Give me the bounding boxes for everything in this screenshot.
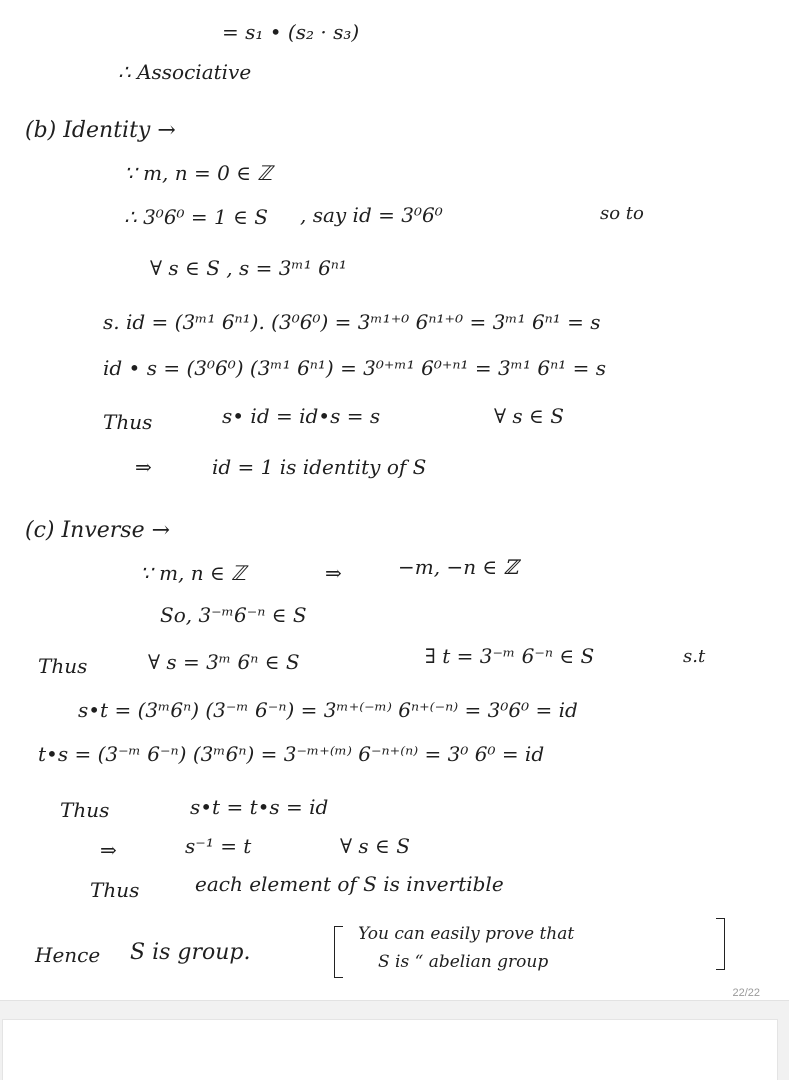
line-for-all-s-2: ∀ s = 3ᵐ 6ⁿ ∈ S (148, 650, 300, 674)
line-each-invertible: each element of S is invertible (195, 872, 504, 896)
page-indicator: 22/22 (732, 987, 760, 999)
line-neg-mn: −m, −n ∈ ℤ (398, 555, 519, 579)
line-for-all-s: ∀ s ∈ S , s = 3ᵐ¹ 6ⁿ¹ (150, 256, 347, 280)
note-prove-that: You can easily prove that (358, 924, 575, 944)
line-s-is-group: S is group. (130, 940, 251, 965)
line-hence: Hence (35, 943, 101, 967)
line-s-inverse: s⁻¹ = t (185, 834, 252, 858)
line-s-id: s. id = (3ᵐ¹ 6ⁿ¹). (3⁰6⁰) = 3ᵐ¹⁺⁰ 6ⁿ¹⁺⁰ = 3ᵐ¹ 6ⁿ¹ = s (103, 310, 601, 334)
line-thus-1: Thus (103, 410, 153, 434)
line-implies-3: ⇒ (100, 838, 117, 862)
line-mn-in-z: ∵ m, n ∈ ℤ (140, 561, 247, 585)
line-id-s: id • s = (3⁰6⁰) (3ᵐ¹ 6ⁿ¹) = 3⁰⁺ᵐ¹ 6⁰⁺ⁿ¹ = 3ᵐ¹ 6ⁿ¹ = s (103, 356, 606, 380)
line-exists-t: ∃ t = 3⁻ᵐ 6⁻ⁿ ∈ S (425, 644, 595, 668)
line-so-to: so to (600, 203, 644, 224)
line-for-all-1: ∀ s ∈ S (494, 404, 564, 428)
line-thus-2: Thus (38, 654, 88, 678)
note-abelian-group: S is “ abelian group (378, 952, 549, 972)
heading-identity: (b) Identity → (25, 118, 176, 143)
right-bracket (716, 918, 725, 970)
line-id-is-identity: id = 1 is identity of S (212, 455, 427, 479)
line-associative-result: = s₁ • (s₂ · s₃) (222, 20, 360, 44)
line-st-eq-ts: s•t = t•s = id (190, 795, 329, 819)
line-s-t: s•t = (3ᵐ6ⁿ) (3⁻ᵐ 6⁻ⁿ) = 3ᵐ⁺⁽⁻ᵐ⁾ 6ⁿ⁺⁽⁻ⁿ⁾ = 3⁰6⁰ = id (78, 698, 578, 722)
left-bracket (334, 926, 343, 978)
line-say-id: , say id = 3⁰6⁰ (300, 203, 443, 227)
line-t-s: t•s = (3⁻ᵐ 6⁻ⁿ) (3ᵐ6ⁿ) = 3⁻ᵐ⁺⁽ᵐ⁾ 6⁻ⁿ⁺⁽ⁿ⁾ = 3⁰ 6⁰ = id (38, 742, 545, 766)
line-st: s.t (683, 646, 706, 667)
next-page-card (2, 1019, 778, 1080)
line-associative: ∴ Associative (118, 60, 252, 84)
line-so-inverse: So, 3⁻ᵐ6⁻ⁿ ∈ S (160, 603, 307, 627)
line-implies-2: ⇒ (325, 561, 342, 585)
line-mn-zero: ∵ m, n = 0 ∈ ℤ (124, 161, 273, 185)
line-implies-1: ⇒ (135, 455, 152, 479)
line-thus-4: Thus (90, 878, 140, 902)
line-identity-element: ∴ 3⁰6⁰ = 1 ∈ S (124, 205, 268, 229)
line-for-all-3: ∀ s ∈ S (340, 834, 410, 858)
line-thus-3: Thus (60, 798, 110, 822)
line-sid-eq: s• id = id•s = s (222, 404, 381, 428)
heading-inverse: (c) Inverse → (25, 518, 171, 543)
